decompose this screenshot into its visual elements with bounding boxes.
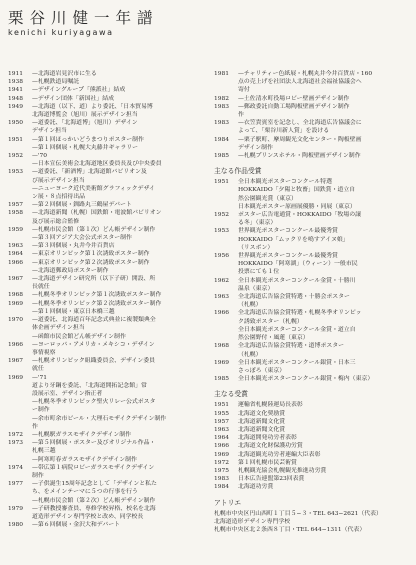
- award-entry: [214, 293, 414, 301]
- entry-text: —第１回個展・札幌大丸藤井ギャラリー: [32, 144, 139, 151]
- entry-text: —札幌冬季オリンピック第１次誘致ポスター制作: [32, 292, 162, 299]
- entry-year: 1964: [214, 435, 229, 442]
- entry-text: 温泉（東京）: [238, 285, 274, 292]
- entry-text: ク誘致ポスター（札幌）: [238, 318, 303, 325]
- award-entry: [214, 309, 414, 317]
- timeline-entry: [214, 136, 414, 144]
- entry-text: デザイン担当: [32, 128, 67, 135]
- entry-year: 1951: [214, 179, 229, 186]
- honor-entry: [214, 467, 414, 475]
- entry-text: —札幌鉄道局嘱託: [32, 79, 80, 86]
- entry-year: 1980: [8, 522, 23, 529]
- romanized-name: kenichi kuriyagawa: [8, 28, 114, 37]
- entry-year: 1967: [8, 276, 23, 283]
- entry-year: 1958: [8, 210, 23, 217]
- entry-text: —札幌冬季オリンピック第２次誘致ポスター制作: [32, 300, 162, 307]
- entry-text: 長就任: [32, 284, 50, 291]
- entry-text: 世界観光ポスターコンクール最優秀賞: [238, 253, 338, 260]
- timeline-entry: [214, 103, 414, 111]
- entry-text: 北海道開発功労者表彰: [238, 435, 297, 442]
- timeline-entry: [8, 119, 206, 127]
- entry-text: 全北海道広告協会賞特選・道博ポスター: [238, 343, 345, 350]
- timeline-entry: [214, 144, 414, 152]
- entry-text: 全日本観光ポスターコンクール特選: [238, 179, 333, 186]
- entry-text: デザイン制作: [238, 144, 273, 151]
- timeline-entry: [8, 95, 206, 103]
- honor-entry: [214, 410, 414, 418]
- entry-text: 全北海道広告協会賞特選・十勝会ポスター: [238, 294, 350, 301]
- entry-year: 1951: [214, 402, 229, 409]
- entry-text: —子研教授審査員、専修学校昇格、校名を北海: [32, 505, 156, 512]
- honor-entry: [214, 401, 414, 409]
- entry-text: 北海道観光功労者連編大臣表彰: [238, 451, 321, 458]
- timeline-entry: [8, 472, 206, 480]
- award-entry: [214, 367, 414, 375]
- entry-year: 1941: [8, 87, 23, 94]
- entry-text: —札幌市民会館（第１次）どん帳デザイン制作: [32, 226, 156, 233]
- entry-text: 投票にても１位: [238, 269, 280, 276]
- entry-year: 1969: [8, 374, 23, 381]
- timeline-entry: [8, 390, 206, 398]
- timeline-entry: [8, 275, 206, 283]
- entry-text: —札幌駅ガラスモザイクデザイン制作: [32, 431, 132, 438]
- entry-text: び展示デザイン担当: [32, 177, 85, 184]
- entry-text: ー制作: [32, 407, 50, 414]
- timeline-entry: [8, 283, 206, 291]
- timeline-entry: [8, 365, 206, 373]
- entry-year: 1969: [214, 451, 229, 458]
- timeline-entry: [8, 324, 206, 332]
- timeline-entry: [8, 382, 206, 390]
- contact-line: 北海道造形デザイン専門学校: [214, 518, 291, 525]
- entry-text: —北海道新聞（札幌）国鉄館・電波館パビリオン: [32, 210, 162, 217]
- entry-year: 1972: [8, 431, 23, 438]
- entry-text: —第１回個展・東京日本橋三越: [32, 308, 115, 315]
- entry-year: 1963: [8, 243, 23, 250]
- timeline-entry: [8, 415, 206, 423]
- timeline-entry: [8, 456, 206, 464]
- award-entry: [214, 195, 414, 203]
- timeline-entry: [8, 136, 206, 144]
- timeline-entry: [214, 152, 414, 160]
- entry-text: —第２回個展・釧路丸三鶴屋デパート: [32, 202, 132, 209]
- award-entry: [214, 236, 414, 244]
- entry-text: —阿寒町春ガラスモザイクデザイン制作: [32, 456, 137, 463]
- entry-text: 制作: [32, 472, 44, 479]
- entry-year: 1952: [214, 212, 229, 219]
- entry-year: 1957: [214, 418, 229, 425]
- entry-text: 道造形デザイン専門学校と改め、同学校長: [32, 513, 144, 520]
- entry-text: 全北海道広告協会賞特選・札幌冬季オリンピッ: [238, 310, 362, 317]
- entry-text: 作: [238, 112, 244, 119]
- entry-text: —道委託、「新酒博」北海道館パビリオン及: [32, 169, 147, 176]
- award-entry: [214, 268, 414, 276]
- entry-text: 然公園野付・風蓮（東京）: [238, 335, 309, 342]
- entry-year: 1952: [8, 153, 23, 160]
- entry-text: —東京オリンピック第２次誘致ポスター制作: [32, 259, 150, 266]
- timeline-entry: [8, 447, 206, 455]
- award-entry: [214, 252, 414, 260]
- entry-year: 1950: [8, 120, 23, 127]
- entry-text: —帯広第１病院ロビーガラスモザイクデザイン: [32, 464, 155, 471]
- entry-text: HOKKAIDO「ムックリを鳴すアイヌ娘」: [238, 236, 349, 243]
- honor-entry: [214, 451, 414, 459]
- award-entry: [214, 186, 414, 194]
- entry-text: 寄付: [238, 87, 250, 94]
- honor-entry: [214, 434, 414, 442]
- timeline-entry: [214, 119, 414, 127]
- timeline-entry: [214, 78, 414, 86]
- timeline-entry: [8, 127, 206, 135]
- entry-text: 北海道博覧会（旭川）展示デザイン担当: [32, 112, 138, 119]
- timeline-entry: [8, 218, 206, 226]
- award-entry: [214, 326, 414, 334]
- entry-text: —チャリティー色紙展・札幌丸井今井百貨店・160: [238, 71, 373, 77]
- timeline-entry: [214, 111, 414, 119]
- entry-year: 1951: [8, 136, 23, 143]
- entry-text: 世界観光ポスターコンクール最優秀賞: [238, 228, 338, 235]
- entry-year: 1983: [214, 476, 229, 483]
- entry-text: （札幌）: [238, 302, 262, 309]
- timeline-entry: [8, 464, 206, 472]
- timeline-entry: [8, 488, 206, 496]
- entry-text: 就任: [32, 366, 44, 373]
- entry-text: 点の売上げを社団法人北海道社会福祉協議会へ: [238, 79, 362, 86]
- entry-year: 1959: [8, 226, 23, 233]
- entry-text: 北海道新聞文化賞: [238, 426, 286, 433]
- entry-year: 1983: [214, 103, 229, 110]
- timeline-entry: [8, 70, 206, 78]
- timeline-entry: [8, 250, 206, 258]
- timeline-entry: [8, 209, 206, 217]
- entry-year: 1975: [214, 467, 229, 474]
- entry-text: —第１回ほっかいどうまつりポスター制作: [32, 136, 144, 143]
- entry-text: —第３回アジア大会公式ポスター制作: [32, 235, 132, 242]
- contact-line: 札幌市中央区北２条西８丁目・TEL 644−1311（代表）: [214, 526, 366, 533]
- timeline-entry: [8, 505, 206, 513]
- award-entry: [214, 203, 414, 211]
- entry-year: 1953: [214, 228, 229, 235]
- entry-text: —子供誕生15周年記念として「デザインと私た: [32, 481, 157, 488]
- entry-year: 1984: [214, 136, 229, 143]
- entry-text: —道委託、北海道百年記念式典並に複製類典全: [32, 317, 156, 324]
- timeline-entry: [8, 144, 206, 152]
- entry-text: （札幌）: [238, 351, 262, 358]
- timeline-column-right: [214, 70, 414, 534]
- awards-list: [214, 178, 414, 383]
- entry-year: 1911: [8, 71, 23, 77]
- entry-year: 1973: [8, 440, 23, 447]
- timeline-entry: [8, 291, 206, 299]
- entry-text: —北海道（以下、道）より委託、「日本貿易博: [32, 103, 153, 110]
- entry-text: HOKKAIDO「夕陽と牧畜」国鉄賞・道立自: [238, 187, 356, 194]
- timeline-continued: [214, 70, 414, 160]
- entry-text: 札幌観光協会札幌観光推進功労賞: [238, 467, 327, 474]
- entry-text: 道より牙鋼を委託、「北海道開拓記念館」常: [32, 382, 147, 389]
- entry-year: 1974: [8, 464, 23, 471]
- award-entry: [214, 334, 414, 342]
- entry-year: 1968: [8, 292, 23, 299]
- award-entry: [214, 178, 414, 186]
- timeline-entry: [8, 103, 206, 111]
- entry-text: —'71: [32, 374, 48, 381]
- entry-text: 北海道功労賞: [238, 484, 274, 491]
- entry-text: —ニューヨーク近代美術館グラフィックデザイ: [32, 185, 155, 192]
- entry-year: 1966: [214, 310, 229, 317]
- entry-year: 1977: [8, 481, 23, 488]
- atelier-heading: アトリエ: [214, 498, 242, 507]
- honor-entry: [214, 475, 414, 483]
- entry-year: 1967: [8, 358, 23, 365]
- entry-text: ポスター広告電通賞・HOKKAIDO「牧場の譲: [238, 212, 362, 219]
- timeline-entry: [8, 513, 206, 521]
- honor-entry: [214, 418, 414, 426]
- entry-year: 1963: [214, 426, 229, 433]
- timeline-entry: [8, 308, 206, 316]
- honor-entry: [214, 483, 414, 491]
- entry-text: さっぽろ（東京）: [238, 367, 286, 374]
- entry-text: 然公園観光賞（東京）: [238, 195, 297, 202]
- entry-text: ち、をメインテーマに５つの行事を行う: [32, 489, 138, 496]
- entry-year: 1985: [214, 153, 229, 160]
- timeline-entry: [8, 300, 206, 308]
- contact-line: 札幌市中央区円山西町１丁目５−３・TEL 643−2621（代表）: [214, 510, 382, 517]
- award-entry: [214, 342, 414, 350]
- entry-year: 1969: [214, 359, 229, 366]
- entry-text: —第３回個展・丸井今井百貨店: [32, 243, 115, 250]
- entry-text: 日本観光ポスター原画展優勝・同展（東京）: [238, 203, 356, 210]
- page-title: 栗谷川健一年譜: [8, 9, 159, 27]
- entry-text: —第６回個展・金沢大和デパート: [32, 522, 121, 529]
- entry-text: —日本宣伝美術会北海道地区委員長及び中央委員: [32, 161, 162, 168]
- entry-text: 体企画デザイン担当: [32, 325, 85, 332]
- entry-text: —衣笠貴賓室を記念し、全北海道広告協議会に: [238, 120, 362, 127]
- entry-year: 1948: [8, 95, 23, 102]
- timeline-entry: [214, 70, 414, 78]
- award-entry: [214, 375, 414, 383]
- contact-list: [214, 510, 414, 535]
- entry-year: 1970: [8, 317, 23, 324]
- entry-text: —札幌オリンピック組織委員会、デザイン委員: [32, 358, 156, 365]
- entry-text: 運輸省札幌陸運局長表彰: [238, 402, 303, 409]
- entry-text: —余市町余市ビール・大理石モザイクデザイン制作: [32, 415, 167, 422]
- timeline-entry: [8, 521, 206, 529]
- honors-heading: 主なる受賞: [214, 390, 248, 399]
- entry-text: —東京オリンピック第１次誘致ポスター制作: [32, 251, 150, 258]
- timeline-entry: [8, 349, 206, 357]
- awards-heading: 主なる作品受賞: [214, 167, 262, 176]
- entry-text: —ヨーロッパ・アメリカ・メキシコ・デザイン: [32, 341, 155, 348]
- entry-year: 1966: [8, 259, 23, 266]
- timeline-entry: [8, 234, 206, 242]
- timeline-column-left: [8, 70, 206, 529]
- award-entry: [214, 277, 414, 285]
- timeline-entry: [214, 95, 414, 103]
- entry-text: —函館市民会館どん帳デザイン制作: [32, 333, 126, 340]
- timeline-entry: [8, 152, 206, 160]
- entry-year: 1956: [214, 253, 229, 260]
- timeline-entry: [8, 267, 206, 275]
- entry-text: —札幌プリンスホテル・陶板壁画デザイン制作: [238, 153, 361, 160]
- award-entry: [214, 260, 414, 268]
- entry-text: よって、「栗谷川新人賞」を設ける: [238, 128, 330, 135]
- timeline-entry: [8, 168, 206, 176]
- entry-year: 1968: [214, 343, 229, 350]
- timeline-entry: [8, 226, 206, 234]
- timeline-entry: [214, 127, 414, 135]
- entry-year: 1953: [8, 169, 23, 176]
- honor-entry: [214, 442, 414, 450]
- timeline-entry: [8, 160, 206, 168]
- timeline-entry: [8, 193, 206, 201]
- timeline-entry: [8, 333, 206, 341]
- award-entry: [214, 227, 414, 235]
- award-entry: [214, 318, 414, 326]
- entry-text: —道委託、「北海道博」（旭川）デザイン: [32, 120, 138, 127]
- timeline-entry: [8, 259, 206, 267]
- timeline-entry: [8, 398, 206, 406]
- entry-year: 1972: [214, 459, 229, 466]
- timeline-entry: [8, 177, 206, 185]
- honor-entry: [214, 426, 414, 434]
- timeline-entry: [8, 316, 206, 324]
- entry-year: 1984: [214, 484, 229, 491]
- entry-year: 1938: [8, 79, 23, 86]
- entry-text: —札幌冬季オリンピック聖火リレー公式ポスタ: [32, 399, 156, 406]
- entry-text: —郵政委託自動工場陶板壁画デザイン制作: [238, 103, 350, 110]
- entry-text: 作: [32, 423, 38, 430]
- entry-year: 1964: [8, 251, 23, 258]
- entry-year: 1962: [214, 277, 229, 284]
- entry-year: 1982: [214, 95, 229, 102]
- entry-text: —デザイングループ「熊派社」結成: [32, 87, 126, 94]
- honors-list: [214, 401, 414, 491]
- entry-text: 事情視察: [32, 349, 56, 356]
- entry-year: 1985: [214, 376, 229, 383]
- entry-text: —栗子駅町、摩周観光文化センター・陶板壁画: [238, 136, 362, 143]
- award-entry: [214, 301, 414, 309]
- entry-year: 1963: [214, 294, 229, 301]
- timeline-entry: [8, 242, 206, 250]
- entry-year: 1981: [214, 71, 229, 77]
- entry-year: 1955: [214, 410, 229, 417]
- entry-text: る冬」（東京）: [238, 220, 277, 227]
- entry-text: （リスボン）: [238, 244, 274, 251]
- entry-text: 全日本観光ポスターコンクール銀賞・梅内（東京）: [238, 376, 374, 383]
- entry-text: 日本広告連盟第23回表賞: [238, 476, 305, 483]
- timeline-entry: [8, 439, 206, 447]
- entry-text: HOKKAIDO「阿寒湖」（ウィーン）一般市民: [238, 261, 358, 268]
- award-entry: [214, 211, 414, 219]
- award-entry: [214, 219, 414, 227]
- entry-year: 1957: [8, 202, 23, 209]
- entry-text: —'70: [32, 153, 48, 160]
- timeline-entry: [8, 431, 206, 439]
- timeline-entry: [8, 185, 206, 193]
- entry-text: —北海道岩見沢市に生る: [32, 71, 97, 77]
- entry-year: 1949: [8, 103, 23, 110]
- entry-text: 北海道文化奨励賞: [238, 410, 286, 417]
- timeline-entry: [8, 341, 206, 349]
- entry-text: 札幌三越: [32, 448, 56, 455]
- entry-text: ン展・８点招待出品: [32, 194, 86, 201]
- entry-text: 及び展示総合監修: [32, 218, 80, 225]
- entry-text: 設展示室、デザイン指正者: [32, 390, 103, 397]
- entry-text: 北海道新聞文化賞: [238, 418, 286, 425]
- timeline-entry: [8, 357, 206, 365]
- entry-text: —第５回個展・ポスター及びオリジナル作品・: [32, 440, 156, 447]
- entry-year: 1983: [214, 120, 229, 127]
- timeline-entry: [8, 78, 206, 86]
- entry-text: —土佐清水町役場ロビー壁画デザイン制作: [238, 95, 350, 102]
- entry-text: 北海道文化財保護功労賞: [238, 443, 303, 450]
- timeline-entry: [8, 374, 206, 382]
- timeline-entry: [8, 406, 206, 414]
- entry-text: 第１回札幌市民芸術賞: [238, 459, 297, 466]
- timeline-entry: [8, 201, 206, 209]
- entry-text: 全日本観光ポスターコンクール銀賞・日本三: [238, 359, 356, 366]
- timeline-entry: [8, 497, 206, 505]
- entry-text: —デザイン団体「新国社」結成: [32, 95, 115, 102]
- entry-text: —北海道デザイン研究所（以下子研）開設、所: [32, 276, 156, 283]
- timeline-entry: [8, 111, 206, 119]
- award-entry: [214, 359, 414, 367]
- timeline-entry: [8, 480, 206, 488]
- timeline-entry: [8, 423, 206, 431]
- entry-year: 1969: [8, 300, 23, 307]
- entry-year: 1966: [8, 341, 23, 348]
- award-entry: [214, 244, 414, 252]
- entry-text: —北海道郵政局ポスター制作: [32, 267, 109, 274]
- entry-text: —札幌市民会館（第２次）どん帳デザイン制作: [32, 497, 156, 504]
- award-entry: [214, 351, 414, 359]
- entry-text: 全日本観光ポスターコンクール金賞・道立自: [238, 326, 356, 333]
- award-entry: [214, 285, 414, 293]
- honor-entry: [214, 459, 414, 467]
- entry-year: 1966: [214, 443, 229, 450]
- timeline-entry: [214, 86, 414, 94]
- entry-text: 全日本観光ポスターコンクール金賞・十勝川: [238, 277, 356, 284]
- entry-year: 1979: [8, 505, 23, 512]
- timeline-entry: [8, 86, 206, 94]
